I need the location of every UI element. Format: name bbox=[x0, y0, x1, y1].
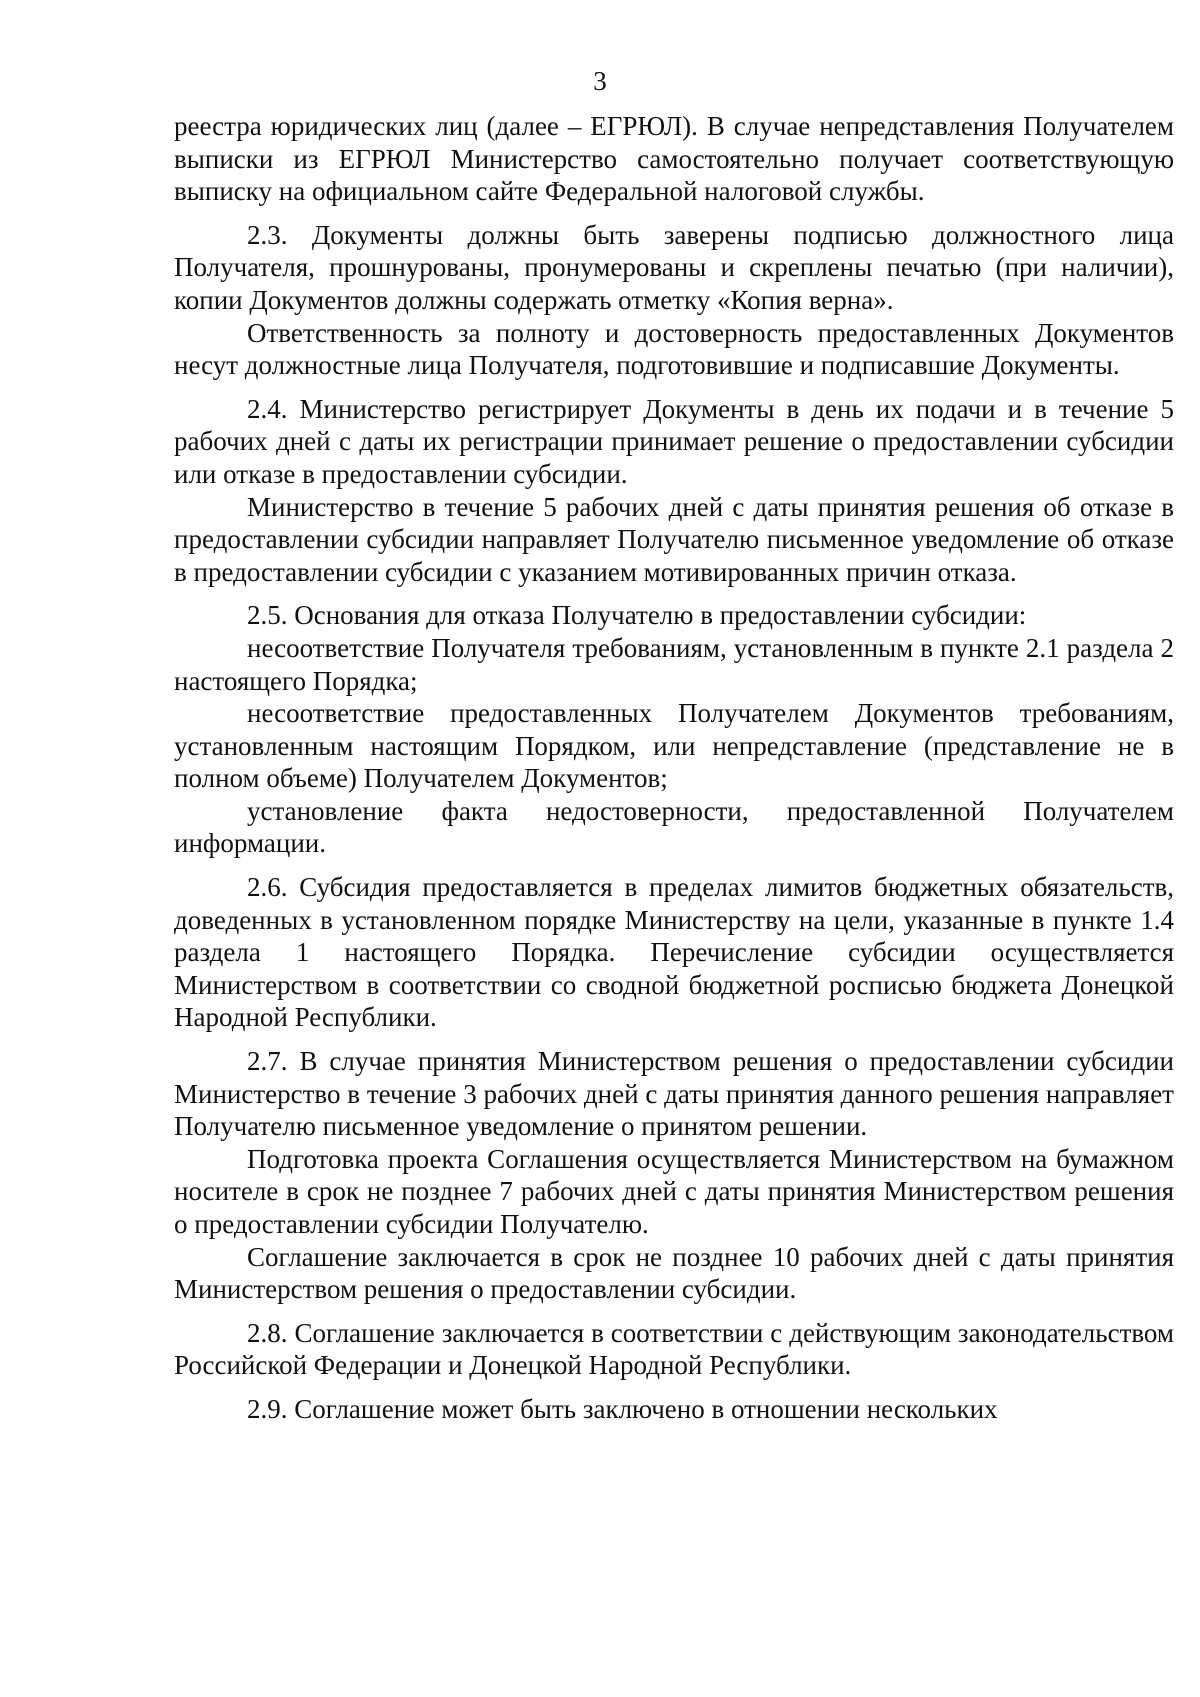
paragraph-2-4: 2.4. Министерство регистрирует Документы в день их подачи и в течение 5 рабочих дней с даты их регистрации принимает решение о предоставлении субсидии или отказе в предоставлении субсидии. bbox=[174, 393, 1174, 489]
paragraph-refusal-reason-3: установление факта недостоверности, предоставленной Получателем информации. bbox=[174, 795, 1174, 859]
paragraph-egrul-continuation: реестра юридических лиц (далее – ЕГРЮЛ). В случае непредставления Получателем выписки из ЕГРЮЛ Министерство самостоятельно получает соответствующую выписку на официальном сайте Федеральной налоговой службы. bbox=[174, 111, 1174, 207]
document-body bbox=[174, 110, 1174, 1426]
paragraph-2-9: 2.9. Соглашение может быть заключено в отношении нескольких bbox=[247, 1393, 998, 1424]
paragraph-2-7: 2.7. В случае принятия Министерством решения о предоставлении субсидии Министерство в течение 3 рабочих дней с даты принятия данного решения направляет Получателю письменное уведомление о принятом решении. bbox=[174, 1046, 1174, 1142]
paragraph-agreement-deadline: Соглашение заключается в срок не позднее 10 рабочих дней с даты принятия Министерством решения о предоставлении субсидии. bbox=[174, 1241, 1174, 1305]
page-number: 3 bbox=[593, 66, 607, 96]
paragraph-2-5: 2.5. Основания для отказа Получателю в предоставлении субсидии: bbox=[247, 600, 1027, 631]
paragraph-agreement-preparation: Подготовка проекта Соглашения осуществляется Министерством на бумажном носителе в срок не позднее 7 рабочих дней с даты принятия Министерством решения о предоставлении субсидии Получателю. bbox=[174, 1143, 1174, 1239]
paragraph-2-8: 2.8. Соглашение заключается в соответствии с действующим законодательством Российской Федерации и Донецкой Народной Республики. bbox=[174, 1317, 1174, 1381]
paragraph-responsibility: Ответственность за полноту и достоверность предоставленных Документов несут должностные лица Получателя, подготовившие и подписавшие Документы. bbox=[174, 317, 1174, 381]
paragraph-refusal-reason-1: несоответствие Получателя требованиям, установленным в пункте 2.1 раздела 2 настоящего Порядка; bbox=[174, 632, 1174, 696]
paragraph-refusal-reason-2: несоответствие предоставленных Получателем Документов требованиям, установленным настоящим Порядком, или непредставление (представление не в полном объеме) Получателем Документов; bbox=[174, 698, 1174, 794]
paragraph-2-6: 2.6. Субсидия предоставляется в пределах лимитов бюджетных обязательств, доведенных в установленном порядке Министерству на цели, указанные в пункте 1.4 раздела 1 настоящего Порядка. Перечисление субсидии осуществляется Министерством в соответствии со сводной бюджетной росписью бюджета Донецкой Народной Республики. bbox=[174, 872, 1174, 1033]
paragraph-2-3: 2.3. Документы должны быть заверены подписью должностного лица Получателя, прошнурованы, пронумерованы и скреплены печатью (при наличии), копии Документов должны содержать отметку «Копия верна». bbox=[174, 219, 1174, 315]
paragraph-refusal-notice: Министерство в течение 5 рабочих дней с даты принятия решения об отказе в предоставлении субсидии направляет Получателю письменное уведомление об отказе в предоставлении субсидии с указанием мотивированных причин отказа. bbox=[174, 491, 1174, 587]
